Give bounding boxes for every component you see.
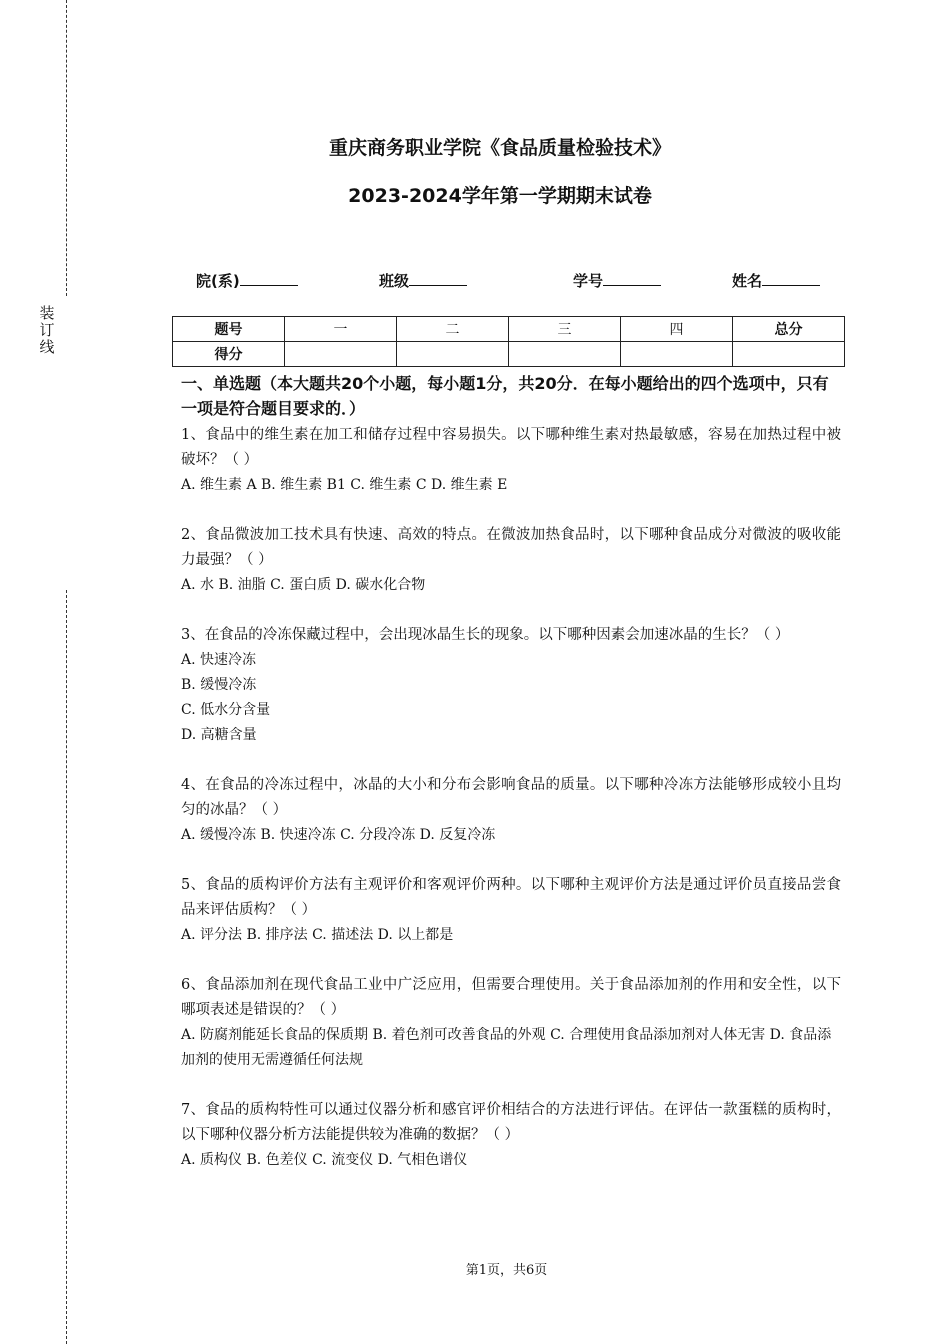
question-options: A. 水 B. 油脂 C. 蛋白质 D. 碳水化合物 bbox=[181, 577, 426, 593]
score-cell[interactable] bbox=[509, 342, 621, 367]
class-label: 班级 bbox=[379, 272, 410, 290]
name-label: 姓名 bbox=[732, 272, 763, 290]
student-no-blank[interactable] bbox=[603, 270, 661, 286]
question-text: 1、食品中的维生素在加工和储存过程中容易损失。以下哪种维生素对热最敏感，容易在加热过程中被破坏？（ ） bbox=[181, 427, 841, 468]
question-6 bbox=[181, 973, 841, 1073]
score-row-label: 得分 bbox=[173, 342, 285, 367]
exam-title: 重庆商务职业学院《食品质量检验技术》 bbox=[328, 137, 671, 159]
binding-char: 装 bbox=[39, 304, 55, 322]
question-options: A. 缓慢冷冻 B. 快速冷冻 C. 分段冷冻 D. 反复冷冻 bbox=[181, 827, 496, 843]
question-text: 4、在食品的冷冻过程中，冰晶的大小和分布会影响食品的质量。以下哪种冷冻方法能够形成较小且均匀的冰晶？（ ） bbox=[181, 777, 841, 818]
name-blank[interactable] bbox=[762, 270, 820, 286]
question-text: 7、食品的质构特性可以通过仪器分析和感官评价相结合的方法进行评估。在评估一款蛋糕的质构时，以下哪种仪器分析方法能提供较为准确的数据？（ ） bbox=[181, 1102, 841, 1143]
question-text: 5、食品的质构评价方法有主观评价和客观评价两种。以下哪种主观评价方法是通过评价员直接品尝食品来评估质构？（ ） bbox=[181, 877, 841, 918]
section-heading: 一、单选题（本大题共20个小题，每小题1分，共20分．在每小题给出的四个选项中，只有一项是符合题目要求的．） bbox=[181, 374, 829, 418]
dept-field[interactable] bbox=[196, 270, 298, 291]
name-field[interactable] bbox=[732, 270, 820, 291]
question-text: 2、食品微波加工技术具有快速、高效的特点。在微波加热食品时，以下哪种食品成分对微波的吸收能力最强？（ ） bbox=[181, 527, 841, 568]
question-3 bbox=[181, 623, 841, 748]
question-1 bbox=[181, 423, 841, 498]
score-header-cell: 四 bbox=[621, 317, 733, 342]
binding-dashed-line-bottom bbox=[66, 590, 67, 1344]
class-blank[interactable] bbox=[409, 270, 467, 286]
question-options: A. 评分法 B. 排序法 C. 描述法 D. 以上都是 bbox=[181, 927, 454, 943]
score-cell[interactable] bbox=[733, 342, 845, 367]
score-cell[interactable] bbox=[621, 342, 733, 367]
question-option: A. 快速冷冻 bbox=[181, 652, 257, 668]
question-text: 3、在食品的冷冻保藏过程中，会出现冰晶生长的现象。以下哪种因素会加速冰晶的生长？（ ） bbox=[181, 627, 790, 643]
score-header-cell: 三 bbox=[509, 317, 621, 342]
score-table-header-row bbox=[173, 317, 845, 342]
question-4 bbox=[181, 773, 841, 848]
question-options: A. 维生素 A B. 维生素 B1 C. 维生素 C D. 维生素 E bbox=[181, 477, 508, 493]
question-2 bbox=[181, 523, 841, 598]
score-cell[interactable] bbox=[397, 342, 509, 367]
question-7 bbox=[181, 1098, 841, 1173]
page-footer: 第1页，共6页 bbox=[465, 1263, 548, 1278]
dept-label: 院(系) bbox=[196, 272, 240, 290]
score-header-cell: 总分 bbox=[733, 317, 845, 342]
score-table bbox=[172, 316, 845, 367]
score-header-cell: 一 bbox=[285, 317, 397, 342]
binding-char: 订 bbox=[39, 321, 55, 339]
question-option: C. 低水分含量 bbox=[181, 702, 271, 718]
question-text: 6、食品添加剂在现代食品工业中广泛应用，但需要合理使用。关于食品添加剂的作用和安全性，以下哪项表述是错误的？（ ） bbox=[181, 977, 841, 1018]
binding-char: 线 bbox=[39, 338, 55, 356]
question-options: A. 质构仪 B. 色差仪 C. 流变仪 D. 气相色谱仪 bbox=[181, 1152, 468, 1168]
exam-subtitle: 2023-2024学年第一学期期末试卷 bbox=[348, 185, 652, 207]
score-cell[interactable] bbox=[285, 342, 397, 367]
score-header-cell: 二 bbox=[397, 317, 509, 342]
question-options: A. 防腐剂能延长食品的保质期 B. 着色剂可改善食品的外观 C. 合理使用食品添加剂对人体无害 D. 食品添加剂的使用无需遵循任何法规 bbox=[181, 1027, 832, 1068]
question-5 bbox=[181, 873, 841, 948]
student-info-row bbox=[0, 270, 950, 294]
question-option: D. 高糖含量 bbox=[181, 727, 257, 743]
dept-blank[interactable] bbox=[240, 270, 298, 286]
student-no-field[interactable] bbox=[573, 270, 661, 291]
score-table-score-row bbox=[173, 342, 845, 367]
score-header-cell: 题号 bbox=[173, 317, 285, 342]
class-field[interactable] bbox=[379, 270, 467, 291]
question-option: B. 缓慢冷冻 bbox=[181, 677, 257, 693]
student-no-label: 学号 bbox=[573, 272, 604, 290]
binding-label bbox=[38, 305, 56, 356]
exam-content bbox=[181, 371, 841, 1198]
